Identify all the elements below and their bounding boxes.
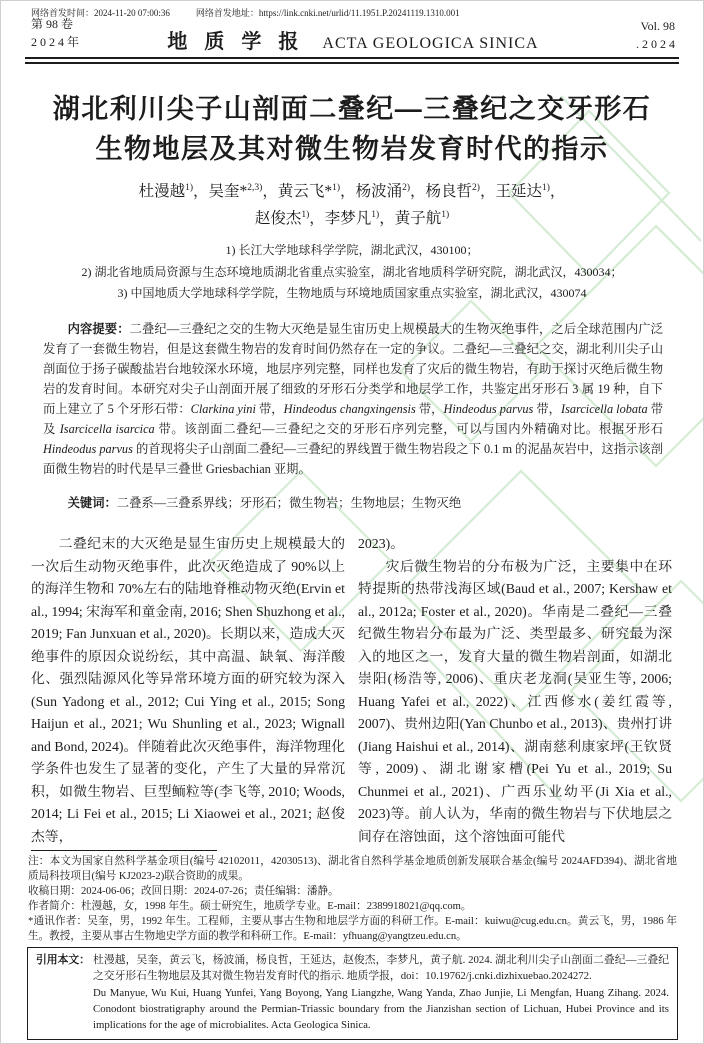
year-cn: 2 0 2 4 年 [31, 35, 80, 49]
affiliation-1: 1) 长江大学地球科学学院，湖北武汉，430100； [225, 243, 479, 257]
footnote-dates: 收稿日期：2024-06-06；改回日期：2024-07-26；责任编辑：潘静。 [28, 886, 339, 897]
article-title [41, 89, 663, 169]
body-paragraph-1: 二叠纪末的大灭绝是显生宙历史上规模最大的一次后生动物灭绝事件，此次灭绝造成了 90%以上的海洋生物和 70%左右的陆地脊椎动物灭绝(Ervin et al., 1994; 宋海军和童金南, 2016; Shen Shuzhong et al., 2019; Fan Junxuan et al., 2020)。长期以来，造成大灭绝事件的原因众说纷纭，其中高温、缺氧、海洋酸化、强烈陆源风化等异常环境方面的研究较为深入(Sun Yadong et al., 2012; Cui Ying et al., 2015; Song Haijun et al., 2021; Wu Shunling et al., 2023; Wignall and Bond, 2024)。伴随着此次灭绝事件，海洋物理化学条件也发生了显著的变化，产生了大量的异常沉积，如微生物岩、巨型鲕粒等(李飞等, 2010; Woods, 2014; Li Fei et al., 2015; Li Xiaowei et al., 2021; 赵俊杰等， [31, 536, 345, 844]
body-paragraph-1-continuation: 2023)。 [358, 536, 404, 551]
affiliation-2: 2) 湖北省地质局资源与生态环境地质湖北省重点实验室，湖北省地质科学研究院，湖北武汉，430034； [81, 264, 623, 279]
affiliation-3: 3) 中国地质大学地球科学学院，生物地质与环境地质国家重点实验室，湖北武汉，430074 [117, 286, 587, 300]
footnote-funding: 注：本文为国家自然科学基金项目(编号 42102011，42030513)、湖北省自然科学基金地质创新发展联合基金(编号 2024AFD394)、湖北省地质局科技项目(编号 KJ2023-2)联合资助的成果。 [28, 856, 677, 882]
citation-english: Du Manyue, Wu Kui, Huang Yunfei, Yang Boyong, Yang Liangzhe, Wang Yanda, Zhao Junjie, Li Mengfan, Huang Zihang. 2024. Conodont biostratigraphy around the Permian-Triassic boundary from the Jianzishan section of Lichuan, Hubei Province and its implications for the age of microbialites. Acta Geologica Sinica. [93, 986, 669, 1032]
footnote-rule [31, 850, 217, 851]
abstract-text: 二叠纪—三叠纪之交的生物大灭绝是显生宙历史上规模最大的生物灭绝事件，之后全球范围内广泛发育了一套微生物岩，但是这套微生物岩的发育时间仍然存在一定的争议。二叠纪—三叠纪之交，湖北利川尖子山剖面位于扬子碳酸盐岩台地较深水环境，地层序列完整，同样也发育了灾后的微生物岩，有助于探讨灭绝后微生物岩的发育时间。本研究对尖子山剖面开展了细致的牙形石分类学和地层学工作，共鉴定出牙形石 3 属 19 种，自下而上建立了 5 个牙形石带：Clarkina yini 带，Hindeodus changxingensis 带，Hindeodus parvus 带，Isarcicella lobata 带及 Isarcicella isarcica 带。该剖面二叠纪—三叠纪之交的牙形石序列完整，可以与国内外精确对比。根据牙形石 Hindeodus parvus 的首现将尖子山剖面二叠纪—三叠纪的界线置于微生物岩段之下 0.1 m 的泥晶灰岩中，这指示该剖面微生物岩的时代是早三叠世 Griesbachian 亚期。 [43, 322, 663, 476]
article-title-line1: 湖北利川尖子山剖面二叠纪—三叠纪之交牙形石 [52, 94, 652, 124]
footnotes [28, 854, 677, 944]
abstract-label: 内容提要： [67, 322, 130, 336]
prepub-time: 网络首发时间：2024-11-20 07:00:36 [31, 8, 170, 18]
journal-title-en: ACTA GEOLOGICA SINICA [322, 35, 539, 52]
masthead [31, 15, 675, 55]
volume-en: Vol. 98 [640, 19, 675, 33]
prepub-url: 网络首发地址：https://link.cnki.net/urlid/11.1951.P.20241119.1310.001 [195, 8, 460, 18]
article-title-line2: 生物地层及其对微生物岩发育时代的指示 [95, 134, 609, 164]
footnote-corresponding-author: *通讯作者：吴奎，男，1992 年生。工程师，主要从事古生物和地层学方面的科研工作。E-mail：kuiwu@cug.edu.cn。黄云飞，男，1986 年生。教授，主要从事古生物地史学方面的教学和科研工作。E-mail：yfhuang@yangtzeu.edu.cn。 [28, 916, 677, 942]
body-columns [31, 533, 672, 848]
affiliations [21, 240, 683, 305]
abstract [43, 319, 663, 479]
keywords-text: 二叠系—三叠系界线；牙形石；微生物岩；生物地层；生物灭绝 [116, 496, 462, 510]
keywords-label: 关键词： [67, 496, 117, 510]
body-paragraph-2: 灾后微生物岩的分布极为广泛，主要集中在环特提斯的热带浅海区域(Baud et al., 2007; Kershaw et al., 2012a; Foster et al., 2020)。华南是二叠纪—三叠纪微生物岩分布最为广泛、类型最多、研究最为深入的地区之一，发育大量的微生物岩剖面，如湖北崇阳(杨浩等, 2006)、重庆老龙洞(吴亚生等, 2006; Huang Yafei et al., 2022)、江西修水(姜红霞等, 2007)、贵州边阳(Yan Chunbo et al., 2013)、贵州打讲(Jiang Haishui et al., 2014)、湖南慈利康家坪(王钦贤等, 2009)、湖北谢家槽(Pei Yu et al., 2019; Su Chunmei et al., 2021)、广西乐业幼平(Ji Xia et al., 2023)等。前人认为，华南的微生物岩与下伏地层之间存在溶蚀面，这个溶蚀面可能代 [358, 558, 672, 844]
citation-chinese: 杜漫越，吴奎，黄云飞，杨波涌，杨良哲，王延达，赵俊杰，李梦凡，黄子航. 2024. 湖北利川尖子山剖面二叠纪—三叠纪之交牙形石生物地层及其对微生物岩发育时代的指示. 地质学报，doi：10.19762/j.cnki.dizhixuebao.2024272. [93, 954, 669, 983]
journal-title-cn: 地 质 学 报 [167, 31, 305, 53]
header-double-rule [25, 57, 679, 64]
author-line-1: 杜漫越$^{1)}$，吴奎*$^{2,3)}$，黄云飞*$^{1)}$，杨波涌$^{2)}$，杨良哲$^{2)}$，王延达$^{1)}$， [138, 182, 566, 200]
masthead-center [167, 25, 538, 54]
author-line-2: 赵俊杰$^{1)}$，李梦凡$^{1)}$，黄子航$^{1)}$ [254, 209, 450, 227]
masthead-right [636, 17, 675, 53]
volume-cn: 第 98 卷 [31, 17, 74, 31]
citation-label: 引用本文： [36, 954, 90, 966]
citation-content [36, 952, 669, 1033]
masthead-left [31, 15, 79, 51]
footnote-author-bio: 作者简介：杜漫越，女，1998 年生。硕士研究生，地质学专业。E-mail：2389918021@qq.com。 [28, 901, 472, 912]
year-right: . 2 0 2 4 [636, 37, 675, 51]
left-column [31, 533, 345, 848]
keywords [43, 493, 663, 513]
citation-box [27, 947, 678, 1040]
front-matter [43, 319, 663, 513]
right-column [358, 533, 672, 848]
